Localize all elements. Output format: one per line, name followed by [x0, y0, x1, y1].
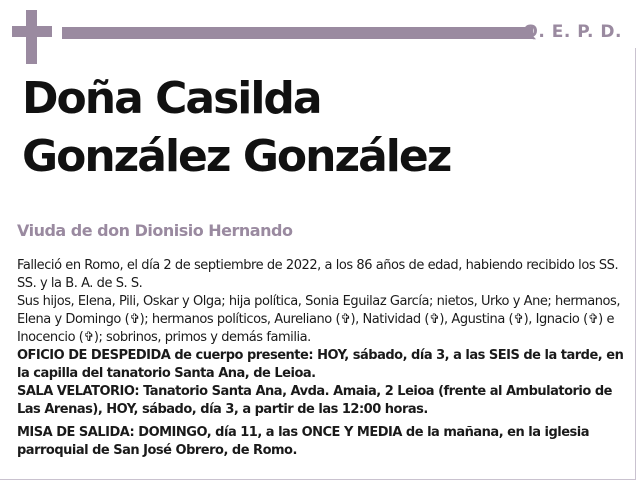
deceased-name: [22, 70, 622, 186]
latin-cross-icon: [12, 10, 52, 64]
qepd-label: Q. E. P. D.: [523, 22, 622, 42]
obituary-body: [17, 257, 629, 460]
deceased-name-line-2: González González: [22, 131, 451, 182]
death-paragraph: Falleció en Romo, el día 2 de septiembre de 2022, a los 86 años de edad, habiendo recibido los SS. SS. y la B. A. de S. S.: [17, 258, 619, 291]
widow-subtitle: Viuda de don Dionisio Hernando: [17, 221, 293, 240]
cross-vertical-bar: [26, 10, 37, 64]
family-paragraph: Sus hijos, Elena, Pili, Oskar y Olga; hija política, Sonia Eguilaz García; nietos, Urko y Ane; hermanos, Elena y Domingo (✞); hermanos políticos, Aureliano (✞), Natividad (✞), Agustina (✞), Ignacio (✞) e Inocencio (✞); sobrinos, primos y demás familia.: [17, 294, 621, 345]
wake-room-paragraph: SALA VELATORIO: Tanatorio Santa Ana, Avda. Amaia, 2 Leioa (frente al Ambulatorio de Las Arenas), HOY, sábado, día 3, a partir de las 12:00 horas.: [17, 384, 612, 417]
cross-horizontal-bar: [12, 26, 52, 37]
deceased-name-line-1: Doña Casilda: [22, 73, 321, 124]
departure-mass-paragraph: MISA DE SALIDA: DOMINGO, día 11, a las ONCE Y MEDIA de la mañana, en la iglesia parroquial de San José Obrero, de Romo.: [17, 425, 590, 458]
header-rule-bar: [62, 27, 533, 39]
funeral-service-paragraph: OFICIO DE DESPEDIDA de cuerpo presente: HOY, sábado, día 3, a las SEIS de la tarde, en la capilla del tanatorio Santa Ana, de Leioa.: [17, 348, 624, 381]
